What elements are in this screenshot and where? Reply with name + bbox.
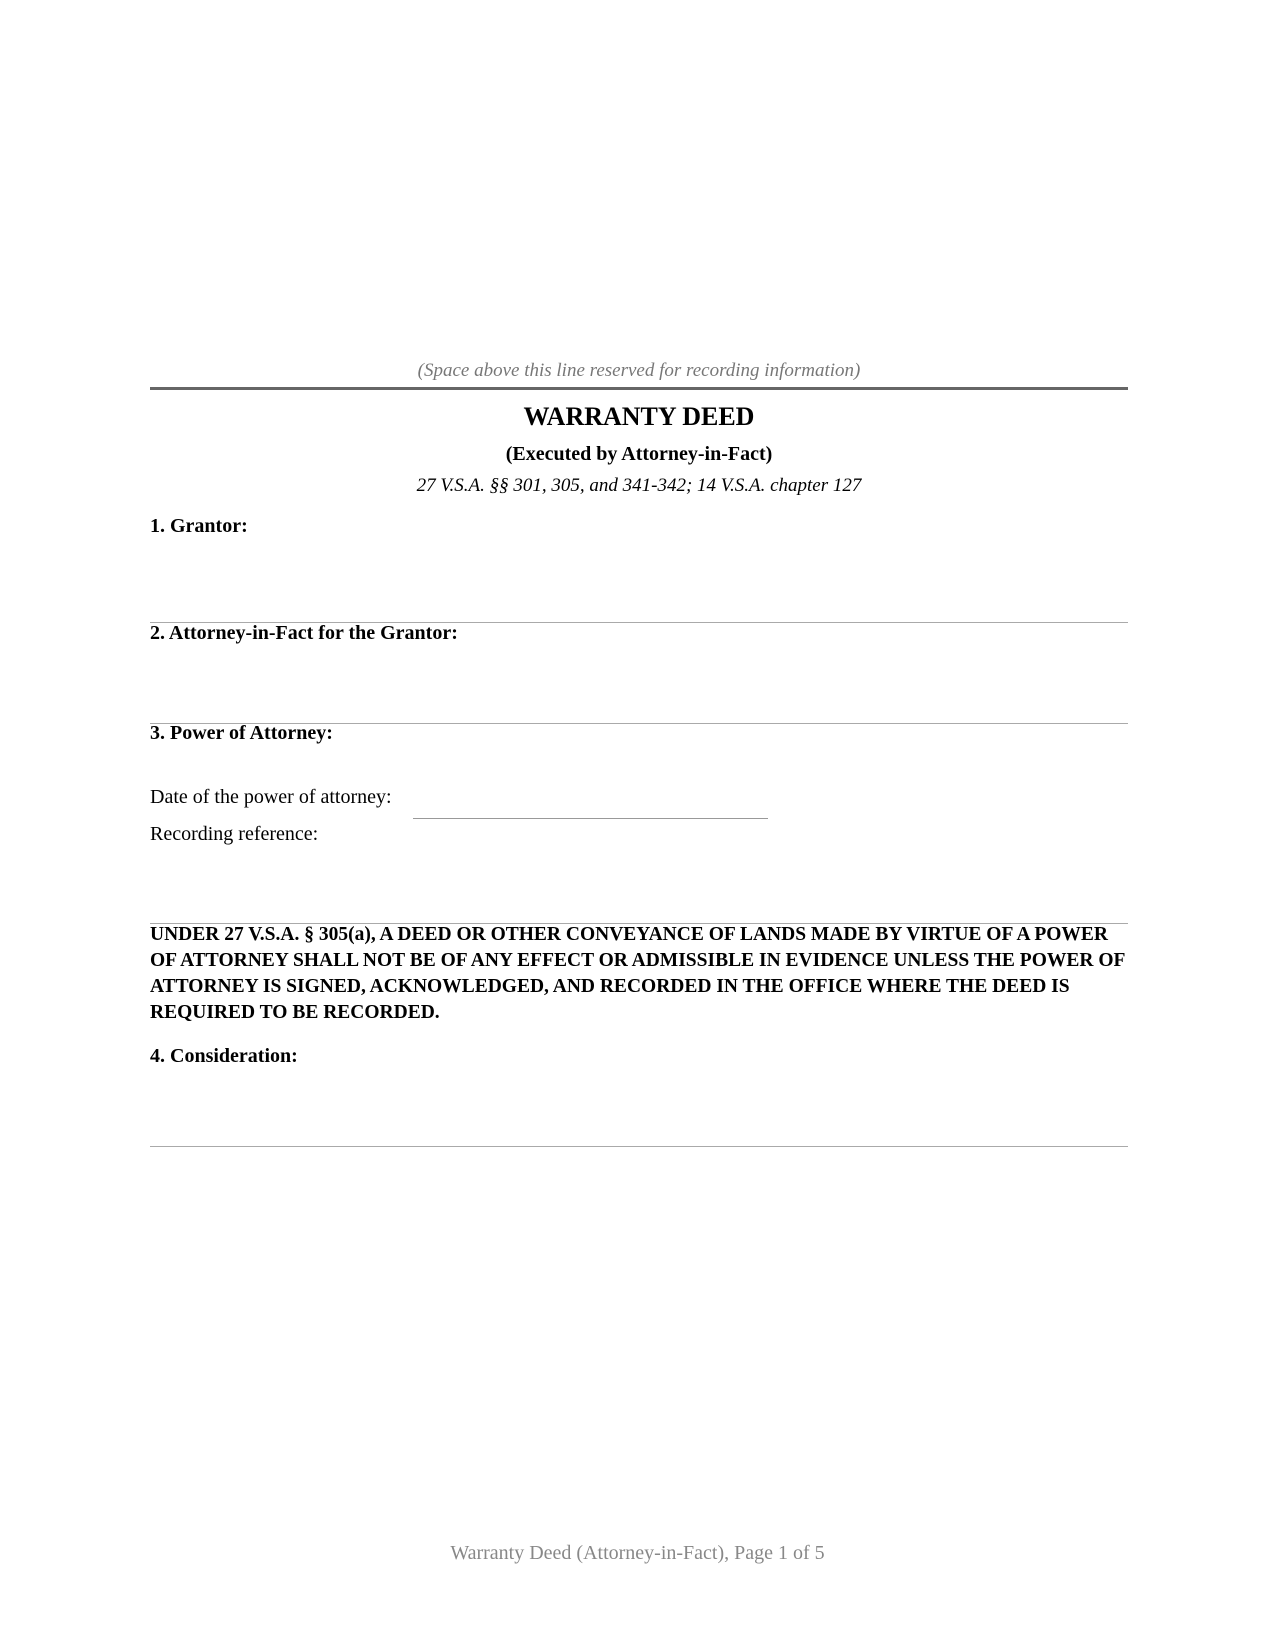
power-of-attorney-heading: 3. Power of Attorney: (150, 722, 333, 744)
attorney-in-fact-heading: 2. Attorney-in-Fact for the Grantor: (150, 622, 458, 644)
recording-reserved-note: (Space above this line reserved for recording information) (417, 360, 861, 381)
consideration-field-line[interactable] (150, 1146, 1128, 1147)
document-subtitle: (Executed by Attorney-in-Fact) (505, 443, 773, 465)
document-title: WARRANTY DEED (523, 402, 755, 431)
poa-date-label: Date of the power of attorney: (150, 786, 392, 808)
recording-divider (150, 387, 1128, 390)
poa-date-field-line[interactable] (413, 818, 768, 819)
recording-reference-label: Recording reference: (150, 823, 319, 845)
page-footer: Warranty Deed (Attorney-in-Fact), Page 1 of 5 (450, 1542, 825, 1564)
consideration-heading: 4. Consideration: (150, 1045, 298, 1067)
statute-citation: 27 V.S.A. §§ 301, 305, and 341-342; 14 V.S.A. chapter 127 (416, 475, 862, 496)
poa-recording-warning: UNDER 27 V.S.A. § 305(a), A DEED OR OTHER CONVEYANCE OF LANDS MADE BY VIRTUE OF A POWER OF ATTORNEY SHALL NOT BE OF ANY EFFECT OR ADMISSIBLE IN EVIDENCE UNLESS THE POWER OF ATTORNEY IS SIGNED, ACKNOWLEDGED, AND RECORDED IN THE OFFICE WHERE THE DEED IS REQUIRED TO BE RECORDED. (150, 924, 1125, 1023)
grantor-heading: 1. Grantor: (150, 515, 248, 537)
